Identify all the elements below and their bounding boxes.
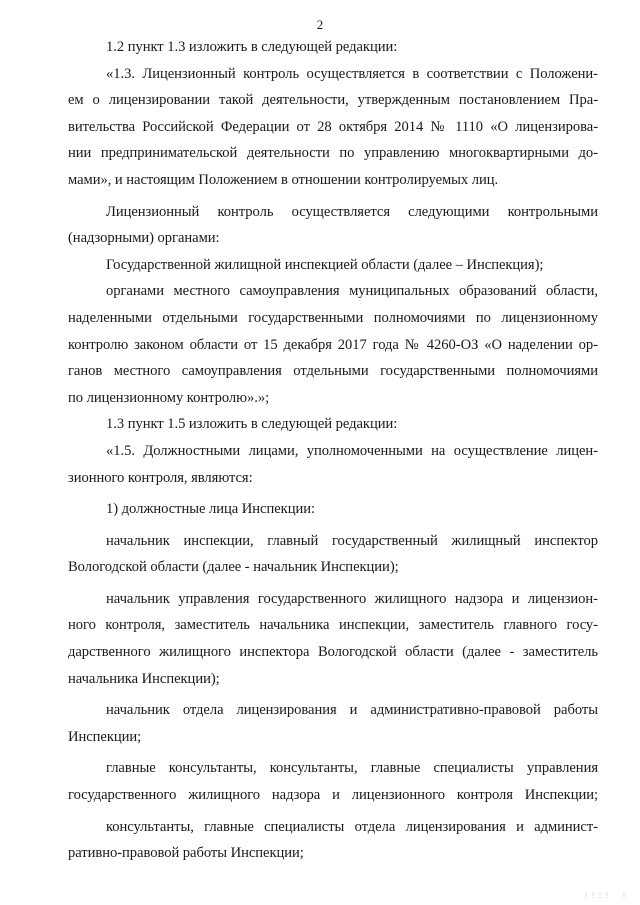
text-line: «1.5. Должностными лицами, уполномоченными на осуществление лицен- <box>106 442 598 459</box>
paragraph <box>68 61 598 194</box>
text-line: начальника Инспекции); <box>68 670 220 687</box>
text-line: дарственного жилищного инспектора Вологодской области (далее - заместитель <box>68 644 598 661</box>
text-line: контролю законом области от 15 декабря 2017 года № 4260-ОЗ «О наделении ор- <box>68 336 598 353</box>
paragraph <box>68 411 598 438</box>
paragraph <box>68 438 598 491</box>
document-body <box>68 34 598 867</box>
text-line: начальник отдела лицензирования и административно-правовой работы <box>106 702 598 719</box>
text-line: Лицензионный контроль осуществляется следующими контрольными <box>106 203 598 220</box>
text-line: «1.3. Лицензионный контроль осуществляется в соответствии с Положени- <box>106 65 598 82</box>
paragraph <box>68 528 598 581</box>
text-line: по лицензионному контролю».»; <box>68 389 270 406</box>
paragraph <box>68 34 598 61</box>
text-line: мами», и настоящим Положением в отношении контролируемых лиц. <box>68 171 499 188</box>
text-line: наделенными отдельными государственными полномочиями по лицензионному <box>68 309 598 326</box>
paragraph <box>68 755 598 808</box>
text-line: ного контроля, заместитель начальника инспекции, заместитель главного госу- <box>68 617 598 634</box>
paragraph <box>68 814 598 867</box>
text-line: 1) должностные лица Инспекции: <box>106 501 315 518</box>
text-line: начальник управления государственного жилищного надзора и лицензион- <box>106 590 598 607</box>
page-number: 2 <box>316 17 324 32</box>
text-line: главные консультанты, консультанты, главные специалисты управления <box>106 760 598 777</box>
paragraph <box>68 586 598 692</box>
text-line: начальник инспекции, главный государственный жилищный инспектор <box>106 532 598 549</box>
text-line: зионного контроля, являются: <box>68 469 253 486</box>
text-line: Государственной жилищной инспекцией области (далее – Инспекция); <box>106 256 544 273</box>
text-line: нии предпринимательской деятельности по управлению многоквартирными до- <box>68 145 598 162</box>
paragraph <box>68 278 598 411</box>
text-line: ративно-правовой работы Инспекции; <box>68 845 304 862</box>
text-line: ем о лицензировании такой деятельности, утвержденным постановлением Пра- <box>68 92 598 109</box>
paragraph <box>68 697 598 750</box>
text-line: 1.2 пункт 1.3 изложить в следующей редакции: <box>106 39 398 55</box>
text-line: 1.3 пункт 1.5 изложить в следующей редакции: <box>106 416 398 433</box>
text-line: консультанты, главные специалисты отдела лицензирования и админист- <box>106 818 598 835</box>
scan-artifact: ⋮⋮⋮⋮ ⋮ <box>583 893 628 899</box>
text-line: Инспекции; <box>68 728 142 745</box>
text-line: государственного жилищного надзора и лицензионного контроля Инспекции; <box>68 787 598 804</box>
paragraph <box>68 252 598 279</box>
text-line: вительства Российской Федерации от 28 октября 2014 № 1110 «О лицензирова- <box>68 118 598 135</box>
text-line: Вологодской области (далее - начальник Инспекции); <box>68 559 399 576</box>
paragraph <box>68 496 598 523</box>
text-line: (надзорными) органами: <box>68 230 220 247</box>
text-line: органами местного самоуправления муниципальных образований области, <box>106 283 598 300</box>
text-line: ганов местного самоуправления отдельными государственными полномочиями <box>68 363 598 380</box>
paragraph <box>68 199 598 252</box>
